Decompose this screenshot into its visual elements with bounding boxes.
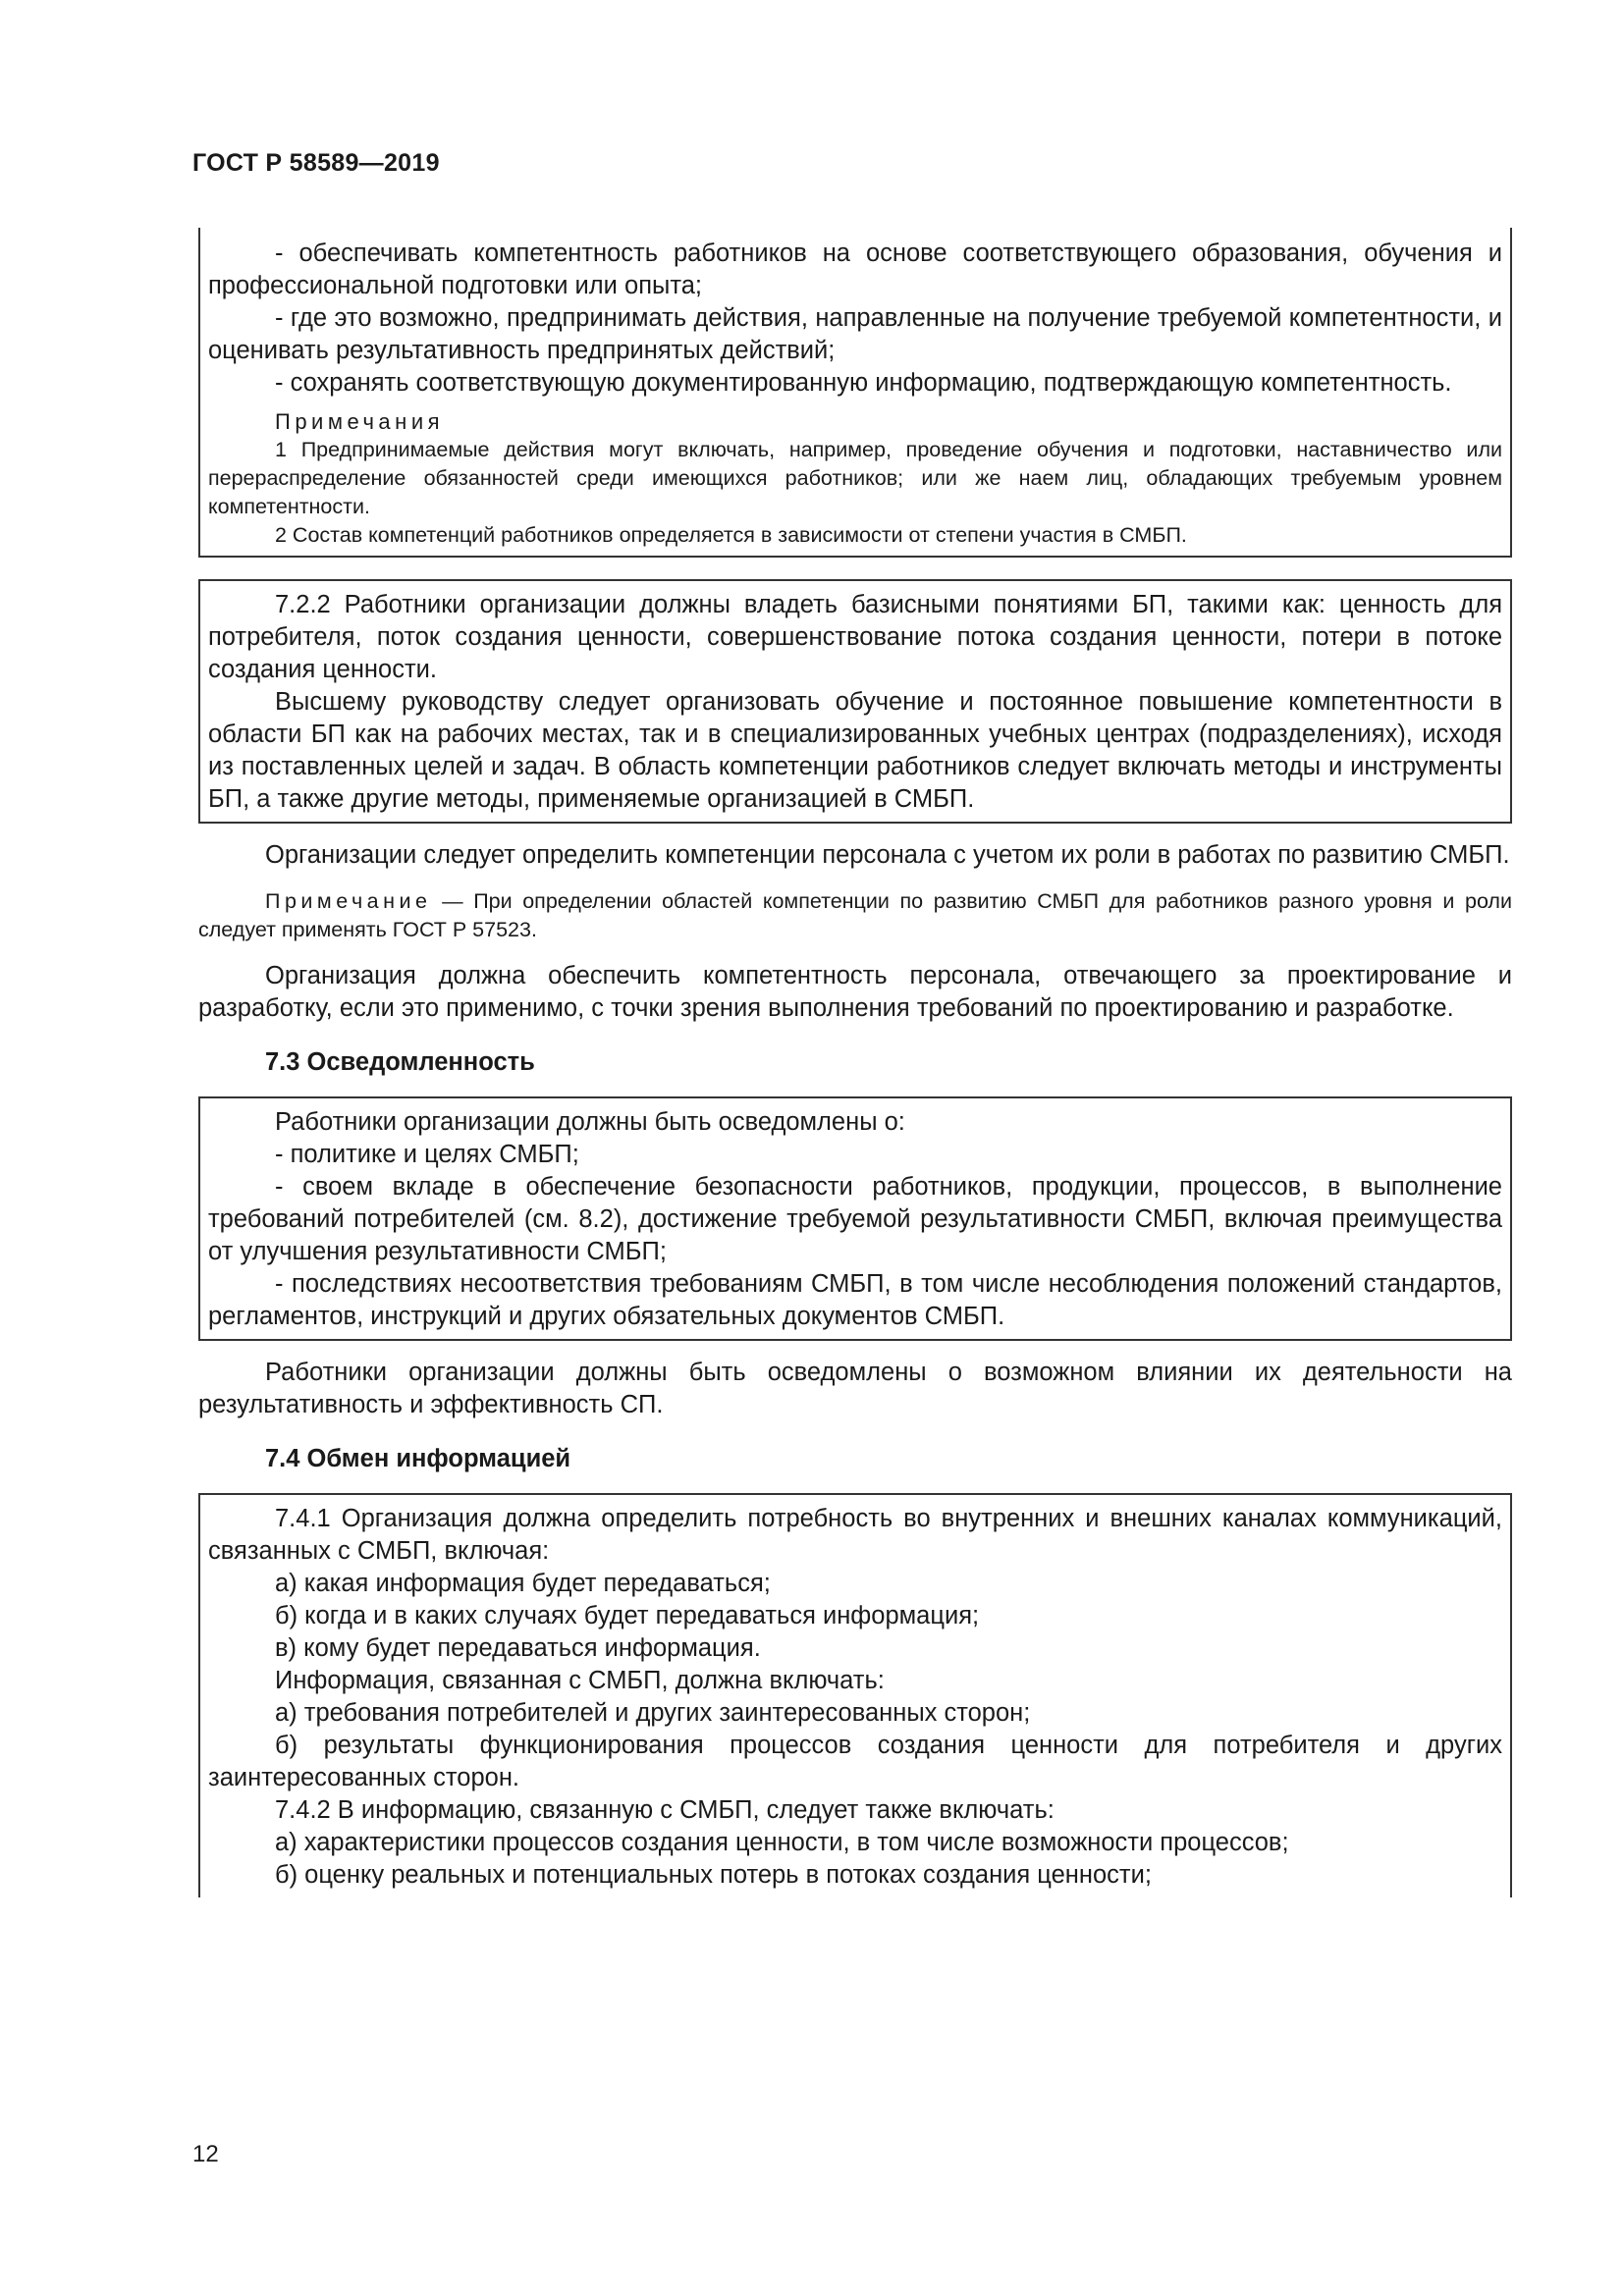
page-content: [198, 228, 1512, 1897]
list-item: а) характеристики процессов создания ценности, в том числе возможности процессов;: [275, 1829, 1289, 1856]
document-header: ГОСТ Р 58589—2019: [192, 149, 440, 177]
paragraph: Информация, связанная с СМБП, должна включать:: [275, 1667, 885, 1694]
list-item: в) кому будет передаваться информация.: [275, 1634, 761, 1662]
note-label: Примечание: [265, 889, 432, 913]
paragraph: Работники организации должны быть осведомлены о:: [275, 1108, 905, 1136]
list-item: - последствиях несоответствия требованиям СМБП, в том числе несоблюдения положений стандартов, регламентов, инструкций и других обязательных документов СМБП.: [208, 1270, 1502, 1330]
note-text: — При определении областей компетенции по развитию СМБП для работников разного уровня и роли следует применять ГОСТ Р 57523.: [198, 889, 1512, 941]
list-item: б) когда и в каких случаях будет передаваться информация;: [275, 1602, 980, 1629]
list-item: - обеспечивать компетентность работников на основе соответствующего образования, обучения и профессиональной подготовки или опыта;: [208, 240, 1502, 299]
clause-7-4-1: 7.4.1 Организация должна определить потребность во внутренних и внешних каналах коммуникаций, связанных с СМБП, включая:: [208, 1505, 1502, 1565]
note-paragraph: [198, 887, 1512, 944]
note-item: 2 Состав компетенций работников определяется в зависимости от степени участия в СМБП.: [275, 523, 1187, 547]
paragraph: Высшему руководству следует организовать обучение и постоянное повышение компетентности в области БП как на рабочих местах, так и в специализированных учебных центрах (подразделениях), исходя из поставленных целей и задач. В область компетенции работников следует включать методы и инструменты БП, а также другие методы, применяемые организацией в СМБП.: [208, 688, 1502, 813]
list-item: - политике и целях СМБП;: [275, 1141, 579, 1168]
clause-7-4-2: 7.4.2 В информацию, связанную с СМБП, следует также включать:: [275, 1796, 1055, 1824]
requirements-box-7-2-2: [198, 579, 1512, 824]
requirements-box-7-3: [198, 1096, 1512, 1341]
list-item: б) результаты функционирования процессов создания ценности для потребителя и других заинтересованных сторон.: [208, 1732, 1502, 1791]
requirements-box-competence: [198, 228, 1512, 558]
page-number: 12: [192, 2141, 219, 2167]
section-heading-7-3: 7.3 Осведомленность: [265, 1048, 535, 1076]
list-item: б) оценку реальных и потенциальных потерь в потоках создания ценности;: [275, 1861, 1152, 1889]
list-item: - сохранять соответствующую документированную информацию, подтверждающую компетентность.: [275, 369, 1452, 397]
list-item: - где это возможно, предпринимать действия, направленные на получение требуемой компетентности, и оценивать результативность предпринятых действий;: [208, 304, 1502, 364]
paragraph: Организации следует определить компетенции персонала с учетом их роли в работах по развитию СМБП.: [265, 841, 1510, 869]
list-item: - своем вкладе в обеспечение безопасности работников, продукции, процессов, в выполнение требований потребителей (см. 8.2), достижение требуемой результативности СМБП, включая преимущества от улучшения результативности СМБП;: [208, 1173, 1502, 1265]
requirements-box-7-4: [198, 1493, 1512, 1897]
paragraph: Работники организации должны быть осведомлены о возможном влиянии их деятельности на результативность и эффективность СП.: [198, 1359, 1512, 1418]
notes-heading: Примечания: [275, 409, 445, 434]
list-item: а) требования потребителей и других заинтересованных сторон;: [275, 1699, 1031, 1727]
clause-7-2-2: 7.2.2 Работники организации должны владеть базисными понятиями БП, такими как: ценность для потребителя, поток создания ценности, совершенствование потока создания ценности, потери в потоке создания ценности.: [208, 591, 1502, 683]
note-item: 1 Предпринимаемые действия могут включать, например, проведение обучения и подготовки, наставничество или перераспределение обязанностей среди имеющихся работников; или же наем лиц, обладающих требуемым уровнем компетентности.: [208, 438, 1502, 518]
list-item: а) какая информация будет передаваться;: [275, 1570, 771, 1597]
paragraph: Организация должна обеспечить компетентность персонала, отвечающего за проектирование и разработку, если это применимо, с точки зрения выполнения требований по проектированию и разработке.: [198, 962, 1512, 1022]
section-heading-7-4: 7.4 Обмен информацией: [265, 1445, 571, 1472]
